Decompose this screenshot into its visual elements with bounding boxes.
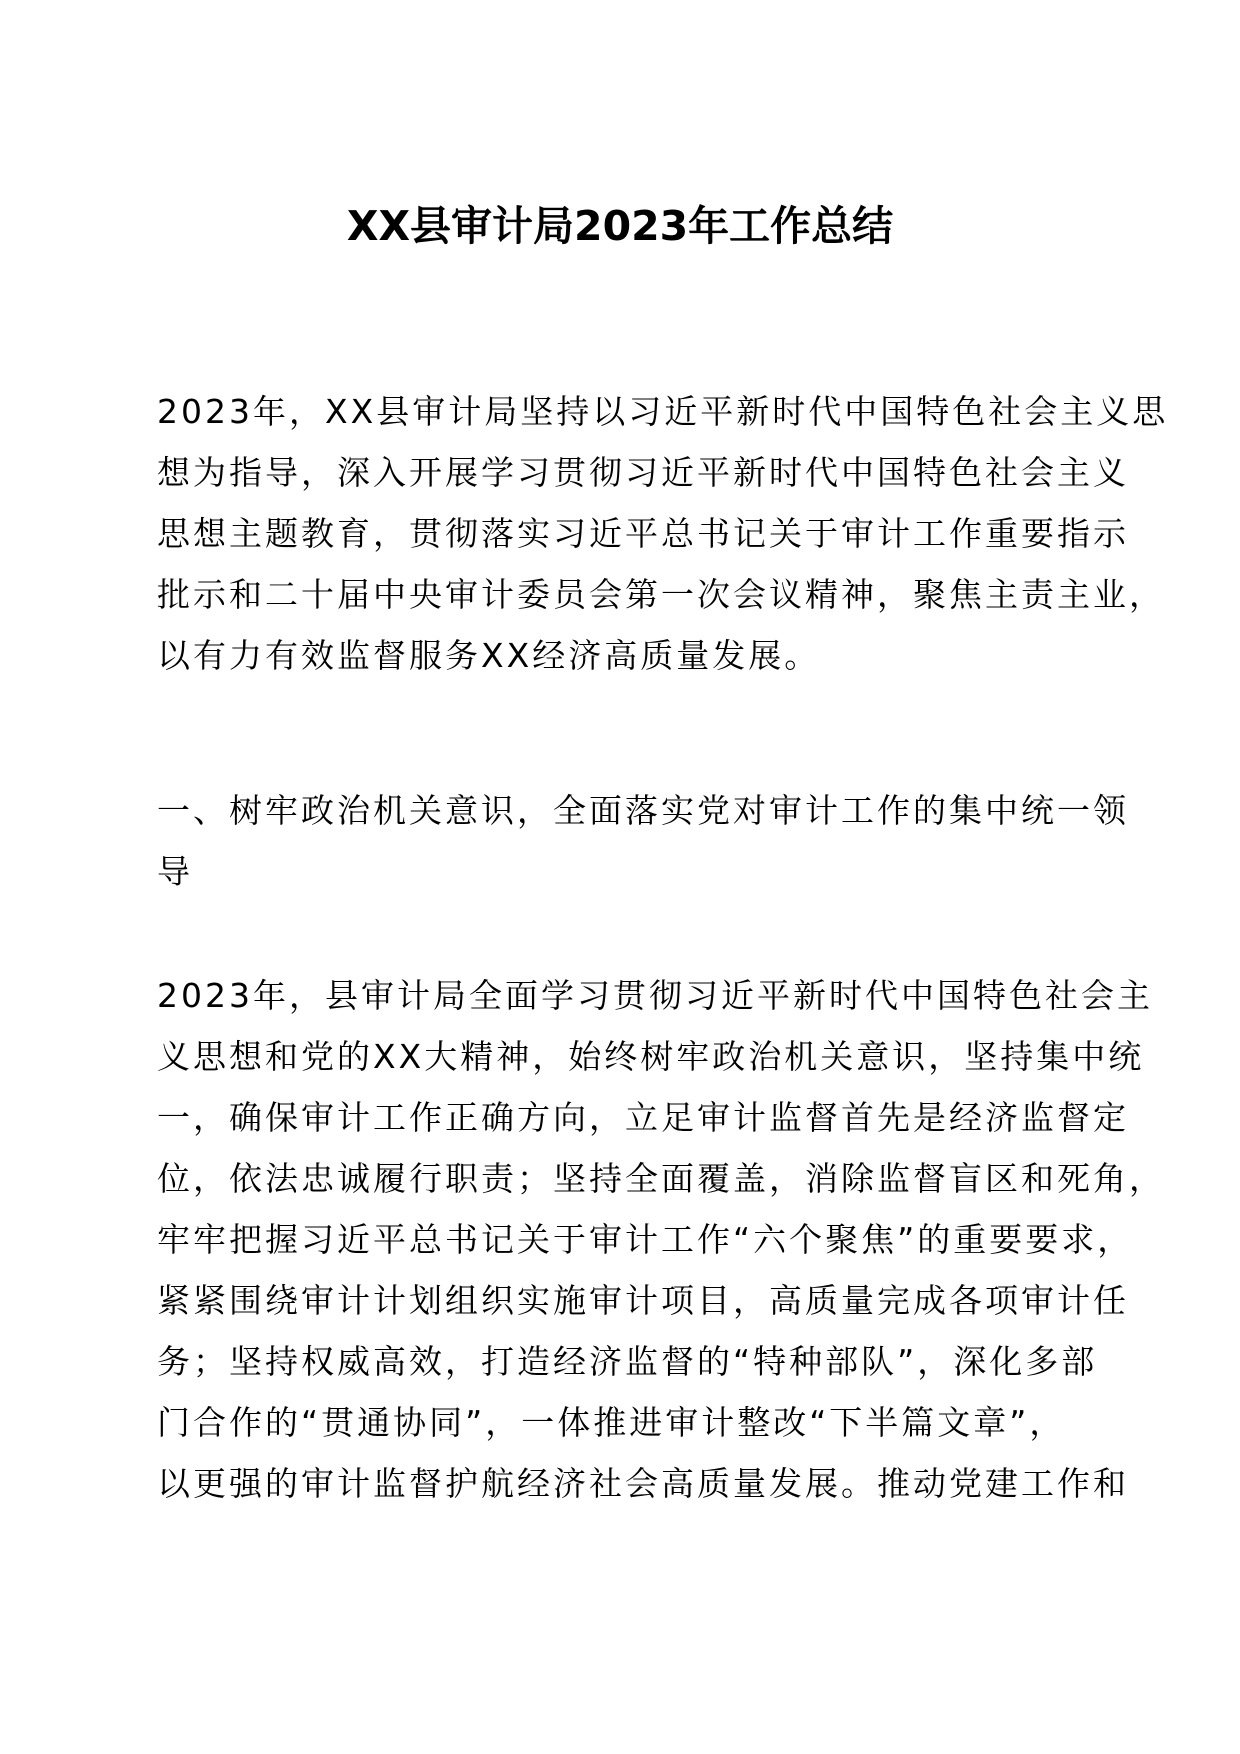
paragraph-line: 思想主题教育，贯彻落实习近平总书记关于审计工作重要指示 <box>157 514 1129 553</box>
section-heading-1 <box>157 780 1129 902</box>
paragraph-line: 2023年，县审计局全面学习贯彻习近平新时代中国特色社会主 <box>157 976 1153 1015</box>
paragraph-line: 牢牢把握习近平总书记关于审计工作“六个聚焦”的重要要求， <box>157 1220 1134 1259</box>
paragraph-intro <box>157 381 1169 686</box>
paragraph-section-1 <box>157 965 1165 1514</box>
paragraph-line: 紧紧围绕审计计划组织实施审计项目，高质量完成各项审计任 <box>157 1281 1129 1320</box>
paragraph-line: 义思想和党的XX大精神，始终树牢政治机关意识，坚持集中统 <box>157 1037 1145 1076</box>
paragraph-line: 务；坚持权威高效，打造经济监督的“特种部队”，深化多部 <box>157 1342 1098 1381</box>
heading-line: 导 <box>157 852 193 891</box>
document-title: XX县审计局2023年工作总结 <box>346 202 894 250</box>
paragraph-line: 批示和二十届中央审计委员会第一次会议精神，聚焦主责主业， <box>157 575 1165 614</box>
paragraph-line: 位，依法忠诚履行职责；坚持全面覆盖，消除监督盲区和死角， <box>157 1159 1165 1198</box>
paragraph-line: 以有力有效监督服务XX经济高质量发展。 <box>157 636 821 675</box>
paragraph-line: 以更强的审计监督护航经济社会高质量发展。推动党建工作和 <box>157 1464 1129 1503</box>
paragraph-line: 想为指导，深入开展学习贯彻习近平新时代中国特色社会主义 <box>157 453 1129 492</box>
heading-line: 一、树牢政治机关意识，全面落实党对审计工作的集中统一领 <box>157 791 1129 830</box>
paragraph-line: 门合作的“贯通协同”，一体推进审计整改“下半篇文章”， <box>157 1403 1066 1442</box>
paragraph-line: 一，确保审计工作正确方向，立足审计监督首先是经济监督定 <box>157 1098 1129 1137</box>
paragraph-line: 2023年，XX县审计局坚持以习近平新时代中国特色社会主义思 <box>157 392 1169 431</box>
